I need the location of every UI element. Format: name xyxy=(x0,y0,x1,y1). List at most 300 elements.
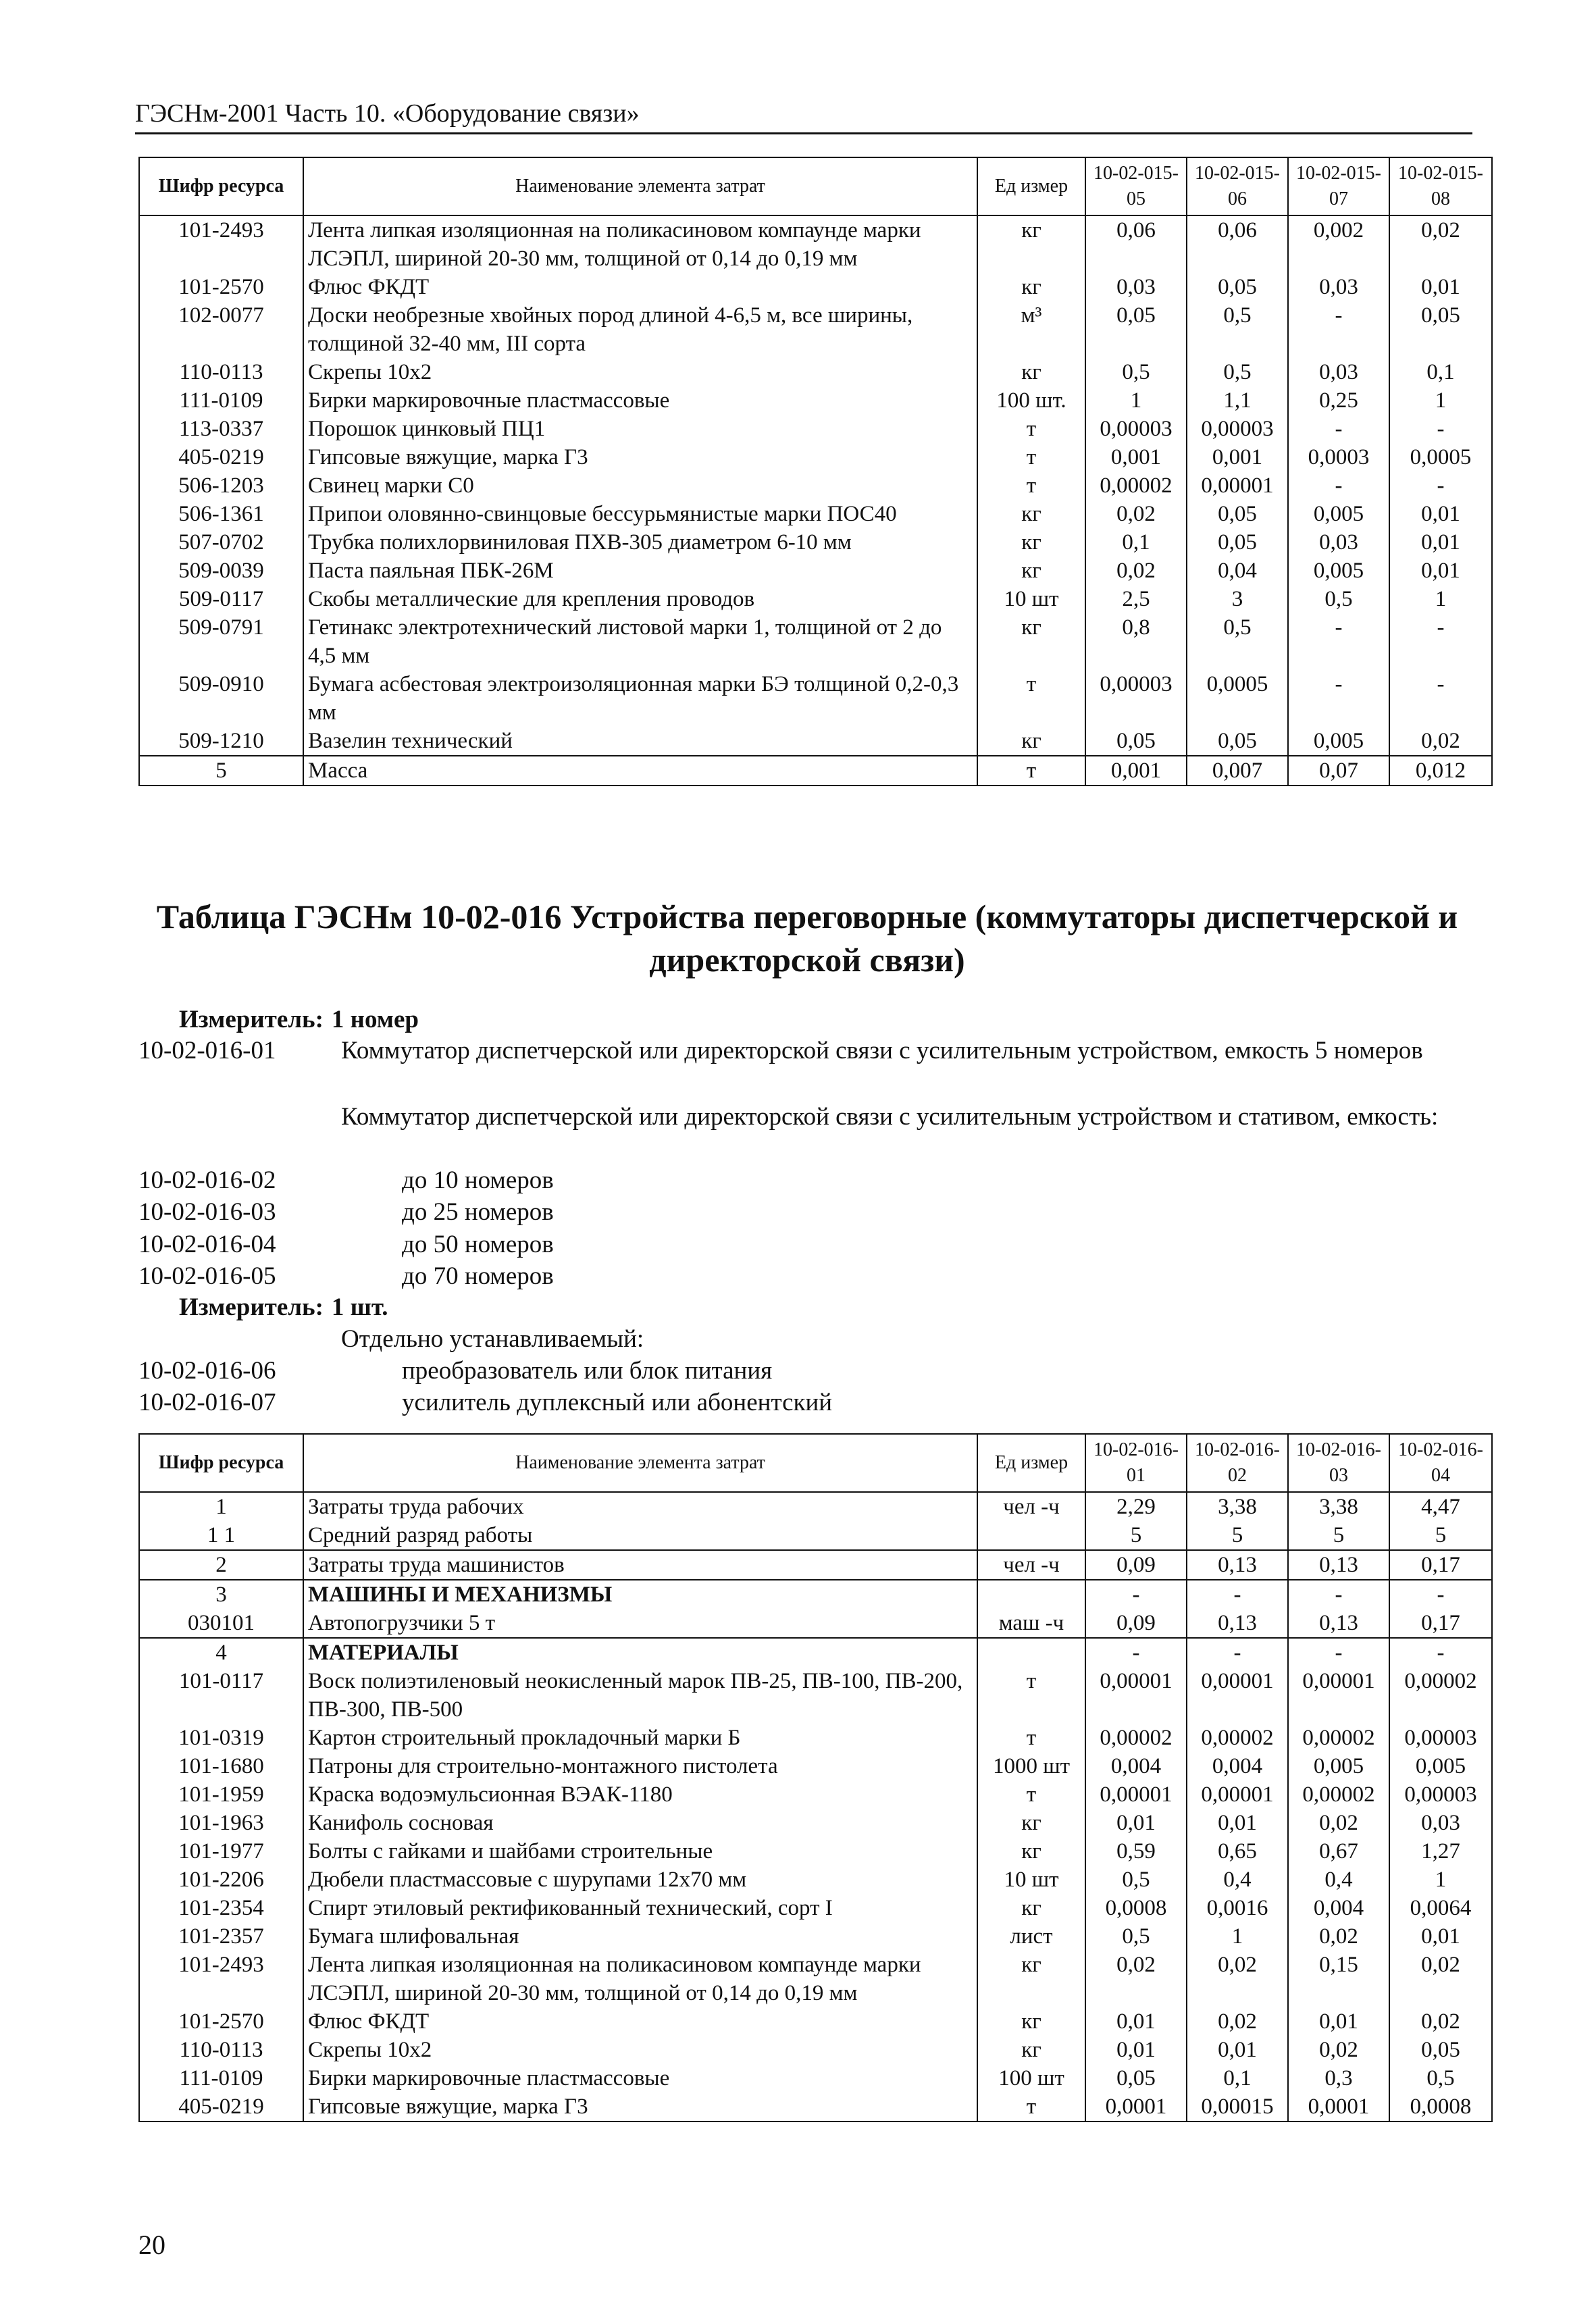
norm-value: 0,05 xyxy=(1187,528,1288,557)
unit-of-measure: кг xyxy=(977,1951,1085,2007)
norm-value: 0,005 xyxy=(1288,557,1389,585)
norm-value: 0,09 xyxy=(1085,1550,1187,1580)
norm-value: - xyxy=(1288,415,1389,443)
norm-value: 0,05 xyxy=(1187,273,1288,301)
norm-value: 0,012 xyxy=(1389,756,1492,786)
running-header: ГЭСНм-2001 Часть 10. «Оборудование связи» xyxy=(135,96,1472,134)
norm-value: 0,00001 xyxy=(1085,1667,1187,1724)
norm-value: 0,65 xyxy=(1187,1837,1288,1866)
norm-value: 0,004 xyxy=(1085,1752,1187,1780)
norm-value: 0,00001 xyxy=(1288,1667,1389,1724)
resource-code: 101-2493 xyxy=(139,1951,303,2007)
unit-of-measure: т xyxy=(977,1724,1085,1752)
norm-code: 10-02-016-03 xyxy=(138,1198,276,1226)
resource-code: 111-0109 xyxy=(139,2064,303,2092)
unit-of-measure: т xyxy=(977,1667,1085,1724)
resource-code: 5 xyxy=(139,756,303,786)
norm-item xyxy=(138,1261,1483,1292)
table-header-row xyxy=(139,1434,1492,1492)
cost-element-name: Трубка полихлорвиниловая ПХВ-305 диаметром 6-10 мм xyxy=(303,528,977,557)
norm-value: 0,03 xyxy=(1288,358,1389,386)
norm-value: 0,01 xyxy=(1187,2036,1288,2064)
norm-item xyxy=(138,1356,1483,1387)
cost-element-name: Бирки маркировочные пластмассовые xyxy=(303,386,977,415)
norm-value: - xyxy=(1085,1638,1187,1667)
norm-value: 0,007 xyxy=(1187,756,1288,786)
table-row xyxy=(139,1667,1492,1724)
norm-value: 0,02 xyxy=(1085,557,1187,585)
norm-value: 0,02 xyxy=(1288,1809,1389,1837)
column-header: 10-02-016-01 xyxy=(1085,1434,1187,1492)
cost-element-name: МАТЕРИАЛЫ xyxy=(303,1638,977,1667)
unit-of-measure: т xyxy=(977,2092,1085,2122)
norm-value: 0,0008 xyxy=(1389,2092,1492,2122)
norm-value: 0,03 xyxy=(1288,528,1389,557)
cost-element-name: Автопогрузчики 5 т xyxy=(303,1609,977,1638)
cost-element-name: Затраты труда машинистов xyxy=(303,1550,977,1580)
norm-text: преобразователь или блок питания xyxy=(402,1357,773,1385)
norm-item xyxy=(138,1229,1483,1260)
norm-value: - xyxy=(1389,1580,1492,1609)
cost-element-name: Дюбели пластмассовые с шурупами 12х70 мм xyxy=(303,1866,977,1894)
norm-value: - xyxy=(1288,471,1389,500)
norm-code: 10-02-016-06 xyxy=(138,1357,276,1385)
norm-value: 0,02 xyxy=(1187,2007,1288,2036)
norm-value: 0,01 xyxy=(1389,273,1492,301)
unit-of-measure: кг xyxy=(977,500,1085,528)
column-header: 10-02-016-04 xyxy=(1389,1434,1492,1492)
table-row xyxy=(139,727,1492,756)
norm-value: 0,3 xyxy=(1288,2064,1389,2092)
resource-code: 030101 xyxy=(139,1609,303,1638)
table-row xyxy=(139,2036,1492,2064)
norm-value: 0,00003 xyxy=(1389,1724,1492,1752)
unit-of-measure: 100 шт xyxy=(977,2064,1085,2092)
norm-value: 0,5 xyxy=(1085,358,1187,386)
column-header: Ед измер xyxy=(977,1434,1085,1492)
unit-of-measure: кг xyxy=(977,1894,1085,1922)
norm-value: 0,06 xyxy=(1085,215,1187,273)
norm-value: 1 xyxy=(1389,1866,1492,1894)
norm-value: 0,67 xyxy=(1288,1837,1389,1866)
norm-value: 0,5 xyxy=(1085,1866,1187,1894)
norm-value: 0,02 xyxy=(1389,215,1492,273)
resource-code: 2 xyxy=(139,1550,303,1580)
norm-value: 0,00002 xyxy=(1288,1724,1389,1752)
norm-value: 0,00003 xyxy=(1389,1780,1492,1809)
cost-element-name: Гипсовые вяжущие, марка Г3 xyxy=(303,443,977,471)
cost-element-name: Гетинакс электротехнический листовой марки 1, толщиной от 2 до 4,5 мм xyxy=(303,613,977,670)
norm-value: 0,01 xyxy=(1389,557,1492,585)
table-row xyxy=(139,557,1492,585)
norm-text: до 70 номеров xyxy=(402,1262,554,1290)
resource-code: 405-0219 xyxy=(139,2092,303,2122)
cost-element-name: Краска водоэмульсионная ВЭАК-1180 xyxy=(303,1780,977,1809)
norm-value: - xyxy=(1389,613,1492,670)
norm-value: 1 xyxy=(1187,1922,1288,1951)
norm-value: 0,001 xyxy=(1187,443,1288,471)
norm-value: 1 xyxy=(1085,386,1187,415)
norm-value: 0,1 xyxy=(1187,2064,1288,2092)
table-row xyxy=(139,1492,1492,1521)
table-row xyxy=(139,500,1492,528)
unit-of-measure: кг xyxy=(977,528,1085,557)
cost-element-name: Затраты труда рабочих xyxy=(303,1492,977,1521)
cost-element-name: Доски необрезные хвойных пород длиной 4-6,5 м, все ширины, толщиной 32-40 мм, III сорта xyxy=(303,301,977,358)
meter-value: 1 шт. xyxy=(331,1293,388,1321)
norm-value: 1 xyxy=(1389,386,1492,415)
norm-value: 0,06 xyxy=(1187,215,1288,273)
norm-value: 0,0001 xyxy=(1288,2092,1389,2122)
resource-code: 509-0039 xyxy=(139,557,303,585)
unit-of-measure: т xyxy=(977,415,1085,443)
unit-of-measure: т xyxy=(977,1780,1085,1809)
norm-code: 10-02-016-01 xyxy=(138,1037,276,1064)
table-row xyxy=(139,613,1492,670)
norm-text: до 10 номеров xyxy=(402,1166,554,1194)
unit-of-measure: т xyxy=(977,756,1085,786)
norm-value: - xyxy=(1288,613,1389,670)
norm-value: 0,05 xyxy=(1389,301,1492,358)
cost-element-name: Бумага асбестовая электроизоляционная марки БЭ толщиной 0,2-0,3 мм xyxy=(303,670,977,727)
norm-text: усилитель дуплексный или абонентский xyxy=(402,1389,833,1416)
norm-item xyxy=(341,1102,1483,1133)
norm-value: 0,13 xyxy=(1187,1609,1288,1638)
resource-code: 507-0702 xyxy=(139,528,303,557)
norm-value: - xyxy=(1085,1580,1187,1609)
norm-value: 0,0008 xyxy=(1085,1894,1187,1922)
resource-code: 101-2206 xyxy=(139,1866,303,1894)
norm-value: - xyxy=(1389,471,1492,500)
norm-value: 0,0001 xyxy=(1085,2092,1187,2122)
table-row xyxy=(139,301,1492,358)
cost-element-name: Средний разряд работы xyxy=(303,1521,977,1550)
norm-value: 0,04 xyxy=(1187,557,1288,585)
norm-value: 0,01 xyxy=(1389,1922,1492,1951)
cost-element-name: Гипсовые вяжущие, марка Г3 xyxy=(303,2092,977,2122)
cost-element-name: Скрепы 10х2 xyxy=(303,358,977,386)
norm-value: 0,5 xyxy=(1187,301,1288,358)
table-row xyxy=(139,1866,1492,1894)
unit-of-measure: чел -ч xyxy=(977,1492,1085,1521)
norm-value: 5 xyxy=(1288,1521,1389,1550)
unit-of-measure: кг xyxy=(977,2036,1085,2064)
norm-value: 0,01 xyxy=(1389,500,1492,528)
table-row xyxy=(139,1580,1492,1609)
table-row xyxy=(139,471,1492,500)
unit-of-measure: 10 шт xyxy=(977,1866,1085,1894)
unit-of-measure: т xyxy=(977,670,1085,727)
table-row xyxy=(139,2007,1492,2036)
norm-value: 0,5 xyxy=(1085,1922,1187,1951)
norm-value: 0,004 xyxy=(1288,1894,1389,1922)
resource-code: 405-0219 xyxy=(139,443,303,471)
resource-table-016 xyxy=(138,1433,1493,2122)
norm-value: 0,01 xyxy=(1085,2036,1187,2064)
norm-value: - xyxy=(1187,1638,1288,1667)
norm-value: 0,00002 xyxy=(1085,471,1187,500)
meter-label: Измеритель: xyxy=(179,1006,324,1033)
norm-value: 0,1 xyxy=(1389,358,1492,386)
column-header: 10-02-015-05 xyxy=(1085,157,1187,215)
norm-value: 0,02 xyxy=(1288,2036,1389,2064)
unit-of-measure: кг xyxy=(977,358,1085,386)
table-title: Таблица ГЭСНм 10-02-016 Устройства переговорные (коммутаторы диспетчерской и директорской связи) xyxy=(156,898,1458,979)
table-row xyxy=(139,386,1492,415)
resource-code: 506-1203 xyxy=(139,471,303,500)
unit-of-measure xyxy=(977,1638,1085,1667)
table-row xyxy=(139,1809,1492,1837)
resource-code: 101-2570 xyxy=(139,273,303,301)
norm-value: - xyxy=(1389,1638,1492,1667)
table-row xyxy=(139,670,1492,727)
column-header: Шифр ресурса xyxy=(139,1434,303,1492)
norm-code: 10-02-016-05 xyxy=(138,1262,276,1290)
norm-value: 3 xyxy=(1187,585,1288,613)
resource-code: 509-0117 xyxy=(139,585,303,613)
norm-value: 1 xyxy=(1389,585,1492,613)
resource-code: 509-1210 xyxy=(139,727,303,756)
unit-of-measure xyxy=(977,1521,1085,1550)
cost-element-name: Бирки маркировочные пластмассовые xyxy=(303,2064,977,2092)
norm-value: 0,05 xyxy=(1085,2064,1187,2092)
norm-value: 0,0064 xyxy=(1389,1894,1492,1922)
norm-value: 0,03 xyxy=(1085,273,1187,301)
norm-value: - xyxy=(1389,670,1492,727)
resource-code: 509-0791 xyxy=(139,613,303,670)
table-row xyxy=(139,1550,1492,1580)
norm-value: 0,25 xyxy=(1288,386,1389,415)
unit-of-measure: кг xyxy=(977,1837,1085,1866)
column-header: Наименование элемента затрат xyxy=(303,1434,977,1492)
norm-code: 10-02-016-02 xyxy=(138,1166,276,1194)
resource-code: 506-1361 xyxy=(139,500,303,528)
norm-value: 0,02 xyxy=(1085,500,1187,528)
norm-value: 0,17 xyxy=(1389,1550,1492,1580)
cost-element-name: Спирт этиловый ректификованный технический, сорт I xyxy=(303,1894,977,1922)
unit-of-measure: маш -ч xyxy=(977,1609,1085,1638)
norm-value: 0,05 xyxy=(1085,301,1187,358)
cost-element-name: Лента липкая изоляционная на поликасиновом компаунде марки ЛСЭПЛ, шириной 20-30 мм, толщиной от 0,14 до 0,19 мм xyxy=(303,215,977,273)
norm-value: 0,15 xyxy=(1288,1951,1389,2007)
norm-value: 0,00003 xyxy=(1085,415,1187,443)
cost-element-name: Болты с гайками и шайбами строительные xyxy=(303,1837,977,1866)
norm-value: 0,05 xyxy=(1085,727,1187,756)
resource-code: 4 xyxy=(139,1638,303,1667)
norm-value: 0,02 xyxy=(1288,1922,1389,1951)
cost-element-name: Флюс ФКДТ xyxy=(303,2007,977,2036)
norm-text: до 25 номеров xyxy=(402,1198,554,1226)
norm-value: 0,0005 xyxy=(1187,670,1288,727)
norm-value: 5 xyxy=(1389,1521,1492,1550)
resource-code: 102-0077 xyxy=(139,301,303,358)
cost-element-name: Припои оловянно-свинцовые бессурьмянистые марки ПОС40 xyxy=(303,500,977,528)
unit-of-measure: кг xyxy=(977,2007,1085,2036)
unit-of-measure: кг xyxy=(977,273,1085,301)
norm-value: 0,03 xyxy=(1288,273,1389,301)
column-header: 10-02-016-02 xyxy=(1187,1434,1288,1492)
norm-value: 0,02 xyxy=(1389,2007,1492,2036)
norm-value: 0,0003 xyxy=(1288,443,1389,471)
norm-value: 4,47 xyxy=(1389,1492,1492,1521)
table-header-row xyxy=(139,157,1492,215)
norm-text: до 50 номеров xyxy=(402,1231,554,1258)
norm-value: 0,8 xyxy=(1085,613,1187,670)
norm-value: 0,0016 xyxy=(1187,1894,1288,1922)
norm-value: 0,0005 xyxy=(1389,443,1492,471)
cost-element-name: Лента липкая изоляционная на поликасиновом компаунде марки ЛСЭПЛ, шириной 20-30 мм, толщиной от 0,14 до 0,19 мм xyxy=(303,1951,977,2007)
norm-value: 5 xyxy=(1187,1521,1288,1550)
norm-item xyxy=(138,1387,1483,1418)
cost-element-name: Паста паяльная ПБК-26М xyxy=(303,557,977,585)
norm-value: 3,38 xyxy=(1187,1492,1288,1521)
norm-value: 0,02 xyxy=(1389,1951,1492,2007)
table-row xyxy=(139,1724,1492,1752)
meter-label: Измеритель: xyxy=(179,1293,324,1321)
table-row xyxy=(139,1837,1492,1866)
meter-line xyxy=(179,1004,419,1035)
norm-code: 10-02-016-04 xyxy=(138,1231,276,1258)
norm-value: 0,17 xyxy=(1389,1609,1492,1638)
norm-text: Коммутатор диспетчерской или директорской связи с усилительным устройством, емкость 5 номеров xyxy=(341,1037,1423,1064)
norm-value: 0,03 xyxy=(1389,1809,1492,1837)
table-row xyxy=(139,756,1492,786)
norm-value: 0,07 xyxy=(1288,756,1389,786)
norm-value: 0,5 xyxy=(1187,613,1288,670)
cost-element-name: Бумага шлифовальная xyxy=(303,1922,977,1951)
resource-code: 110-0113 xyxy=(139,2036,303,2064)
unit-of-measure: 10 шт xyxy=(977,585,1085,613)
column-header: 10-02-015-06 xyxy=(1187,157,1288,215)
resource-code: 101-2570 xyxy=(139,2007,303,2036)
norm-value: 0,02 xyxy=(1187,1951,1288,2007)
table-row xyxy=(139,358,1492,386)
norm-value: 0,00002 xyxy=(1389,1667,1492,1724)
resource-code: 101-2357 xyxy=(139,1922,303,1951)
table-row xyxy=(139,415,1492,443)
norm-value: 0,1 xyxy=(1085,528,1187,557)
norm-value: 0,005 xyxy=(1288,500,1389,528)
norm-value: 0,02 xyxy=(1389,727,1492,756)
table-row xyxy=(139,2092,1492,2122)
norm-value: 2,5 xyxy=(1085,585,1187,613)
resource-code: 101-1977 xyxy=(139,1837,303,1866)
cost-element-name: Скрепы 10х2 xyxy=(303,2036,977,2064)
table-row xyxy=(139,273,1492,301)
resource-code: 111-0109 xyxy=(139,386,303,415)
cost-element-name: Воск полиэтиленовый неокисленный марок ПВ-25, ПВ-100, ПВ-200, ПВ-300, ПВ-500 xyxy=(303,1667,977,1724)
resource-code: 3 xyxy=(139,1580,303,1609)
cost-element-name: Картон строительный прокладочный марки Б xyxy=(303,1724,977,1752)
column-header: Шифр ресурса xyxy=(139,157,303,215)
unit-of-measure: м³ xyxy=(977,301,1085,358)
unit-of-measure xyxy=(977,1580,1085,1609)
column-header: Ед измер xyxy=(977,157,1085,215)
norm-value: 5 xyxy=(1085,1521,1187,1550)
cost-element-name: Масса xyxy=(303,756,977,786)
norm-value: 0,01 xyxy=(1085,1809,1187,1837)
norm-value: 0,09 xyxy=(1085,1609,1187,1638)
norm-value: 0,00001 xyxy=(1187,1667,1288,1724)
unit-of-measure: кг xyxy=(977,215,1085,273)
norm-intro: Отдельно устанавливаемый: xyxy=(341,1325,644,1353)
norm-value: 0,00002 xyxy=(1187,1724,1288,1752)
resource-code: 1 1 xyxy=(139,1521,303,1550)
resource-code: 101-0117 xyxy=(139,1667,303,1724)
table-row xyxy=(139,443,1492,471)
table-row xyxy=(139,1951,1492,2007)
table-row xyxy=(139,1752,1492,1780)
meter-value: 1 номер xyxy=(331,1006,419,1033)
resource-code: 101-0319 xyxy=(139,1724,303,1752)
unit-of-measure: 100 шт. xyxy=(977,386,1085,415)
norm-value: 0,00003 xyxy=(1187,415,1288,443)
resource-table-015 xyxy=(138,157,1493,786)
norm-value: 0,001 xyxy=(1085,756,1187,786)
cost-element-name: Порошок цинковый ПЦ1 xyxy=(303,415,977,443)
unit-of-measure: кг xyxy=(977,613,1085,670)
cost-element-name: Вазелин технический xyxy=(303,727,977,756)
unit-of-measure: чел -ч xyxy=(977,1550,1085,1580)
norm-value: 0,002 xyxy=(1288,215,1389,273)
table-row xyxy=(139,1894,1492,1922)
norm-value: 0,5 xyxy=(1389,2064,1492,2092)
norm-value: 0,005 xyxy=(1288,1752,1389,1780)
table-row xyxy=(139,1609,1492,1638)
norm-value: 0,00001 xyxy=(1187,1780,1288,1809)
norm-value: 0,59 xyxy=(1085,1837,1187,1866)
norm-value: 0,00001 xyxy=(1085,1780,1187,1809)
norm-value: 0,01 xyxy=(1389,528,1492,557)
norm-value: 0,05 xyxy=(1187,727,1288,756)
column-header: 10-02-015-07 xyxy=(1288,157,1389,215)
norm-value: - xyxy=(1389,415,1492,443)
resource-code: 101-2493 xyxy=(139,215,303,273)
norm-value: 0,4 xyxy=(1187,1866,1288,1894)
norm-item xyxy=(138,1035,1483,1066)
table-row xyxy=(139,215,1492,273)
table-row xyxy=(139,585,1492,613)
norm-value: 0,001 xyxy=(1085,443,1187,471)
norm-value: 0,00001 xyxy=(1187,471,1288,500)
norm-value: 0,00015 xyxy=(1187,2092,1288,2122)
norm-value: 0,13 xyxy=(1288,1609,1389,1638)
norm-value: 0,4 xyxy=(1288,1866,1389,1894)
norm-value: 0,02 xyxy=(1085,1951,1187,2007)
norm-value: - xyxy=(1288,301,1389,358)
unit-of-measure: кг xyxy=(977,727,1085,756)
norm-value: 0,05 xyxy=(1187,500,1288,528)
resource-code: 1 xyxy=(139,1492,303,1521)
norm-value: 0,01 xyxy=(1288,2007,1389,2036)
norm-value: - xyxy=(1187,1580,1288,1609)
resource-code: 101-2354 xyxy=(139,1894,303,1922)
cost-element-name: Флюс ФКДТ xyxy=(303,273,977,301)
unit-of-measure: т xyxy=(977,471,1085,500)
resource-code: 110-0113 xyxy=(139,358,303,386)
norm-value: 0,00002 xyxy=(1288,1780,1389,1809)
norm-value: 0,5 xyxy=(1187,358,1288,386)
norm-value: - xyxy=(1288,670,1389,727)
norm-value: 0,005 xyxy=(1288,727,1389,756)
norm-value: 0,00002 xyxy=(1085,1724,1187,1752)
unit-of-measure: кг xyxy=(977,557,1085,585)
norm-value: 3,38 xyxy=(1288,1492,1389,1521)
cost-element-name: Патроны для строительно-монтажного пистолета xyxy=(303,1752,977,1780)
norm-value: 1,1 xyxy=(1187,386,1288,415)
table-row xyxy=(139,1780,1492,1809)
norm-value: - xyxy=(1288,1580,1389,1609)
